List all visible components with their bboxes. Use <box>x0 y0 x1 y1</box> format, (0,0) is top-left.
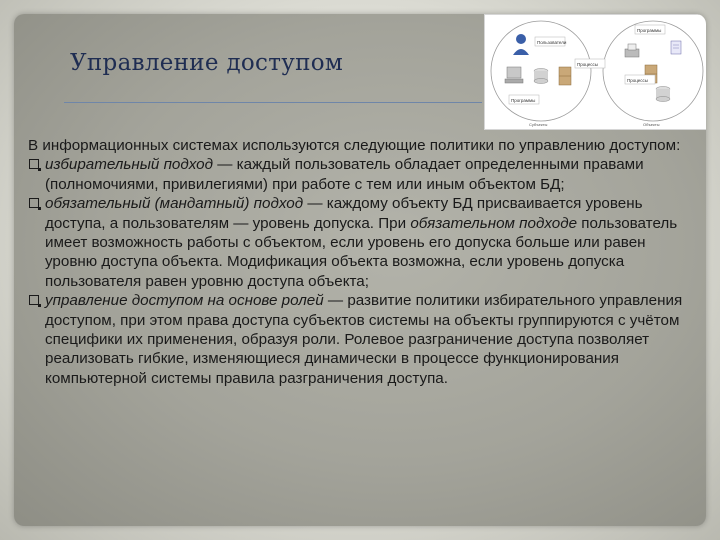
diagram-label: Пользователи <box>537 40 567 45</box>
diagram-caption: Субъекты <box>529 122 548 127</box>
intro-paragraph: В информационных системах используются следующие политики по управлению доступом: <box>28 137 681 154</box>
bullet-term: избирательный подход <box>45 156 214 174</box>
title-divider <box>64 102 482 103</box>
list-item <box>28 194 700 291</box>
bullet-text: пользователь имеет возможность работы с объектом, если уровень его допуска больше или равен уровню доступа объекта. Модификация объекта возможна, если уровень допуска пользователя равен уровню доступа объекта; <box>45 214 678 290</box>
diagram-caption: Объекты <box>643 122 660 127</box>
bullet-term: управление доступом на основе ролей <box>45 292 324 310</box>
bullet-text: — развитие политики избирательного управления доступом, при этом права доступа субъектов системы на объекты группируются с учётом специфики их применения, образуя роли. Ролевое разграничение доступа позволяет реализовать гибкие, изменяющиеся динамически в процессе функционирования компьютерной системы правила разграничения доступа. <box>45 292 683 387</box>
bullet-text: — каждому объекту БД присваивается уровень доступа, а пользователям — уровень допуска. При <box>45 195 643 232</box>
computer-icon <box>505 67 523 83</box>
checkbox-bullet-icon <box>29 198 39 208</box>
database-icon <box>656 87 670 102</box>
slide-body <box>28 136 700 388</box>
diagram-label: Процессы <box>627 78 649 83</box>
bullet-term-inline: обязательном подходе <box>410 214 578 232</box>
database-icon <box>534 69 548 84</box>
subjects-objects-diagram <box>484 14 706 130</box>
diagram-label: Программы <box>637 28 662 33</box>
checkbox-bullet-icon <box>29 159 39 169</box>
diagram-label: Программы <box>511 98 536 103</box>
bullet-text: — каждый пользователь обладает определенными правами (полномочиями, привилегиями) при работе с тем или иным объектом БД; <box>45 156 644 193</box>
file-cabinet-icon <box>559 67 571 85</box>
diagram-label: Процессы <box>577 62 599 67</box>
document-icon <box>671 41 681 54</box>
bullet-term: обязательный (мандатный) подход <box>45 195 304 213</box>
printer-icon <box>625 44 639 57</box>
list-item <box>28 155 700 194</box>
slide-title: Управление доступом <box>70 50 344 76</box>
user-icon <box>513 34 529 55</box>
slide <box>14 14 706 526</box>
list-item <box>28 291 700 388</box>
checkbox-bullet-icon <box>29 295 39 305</box>
